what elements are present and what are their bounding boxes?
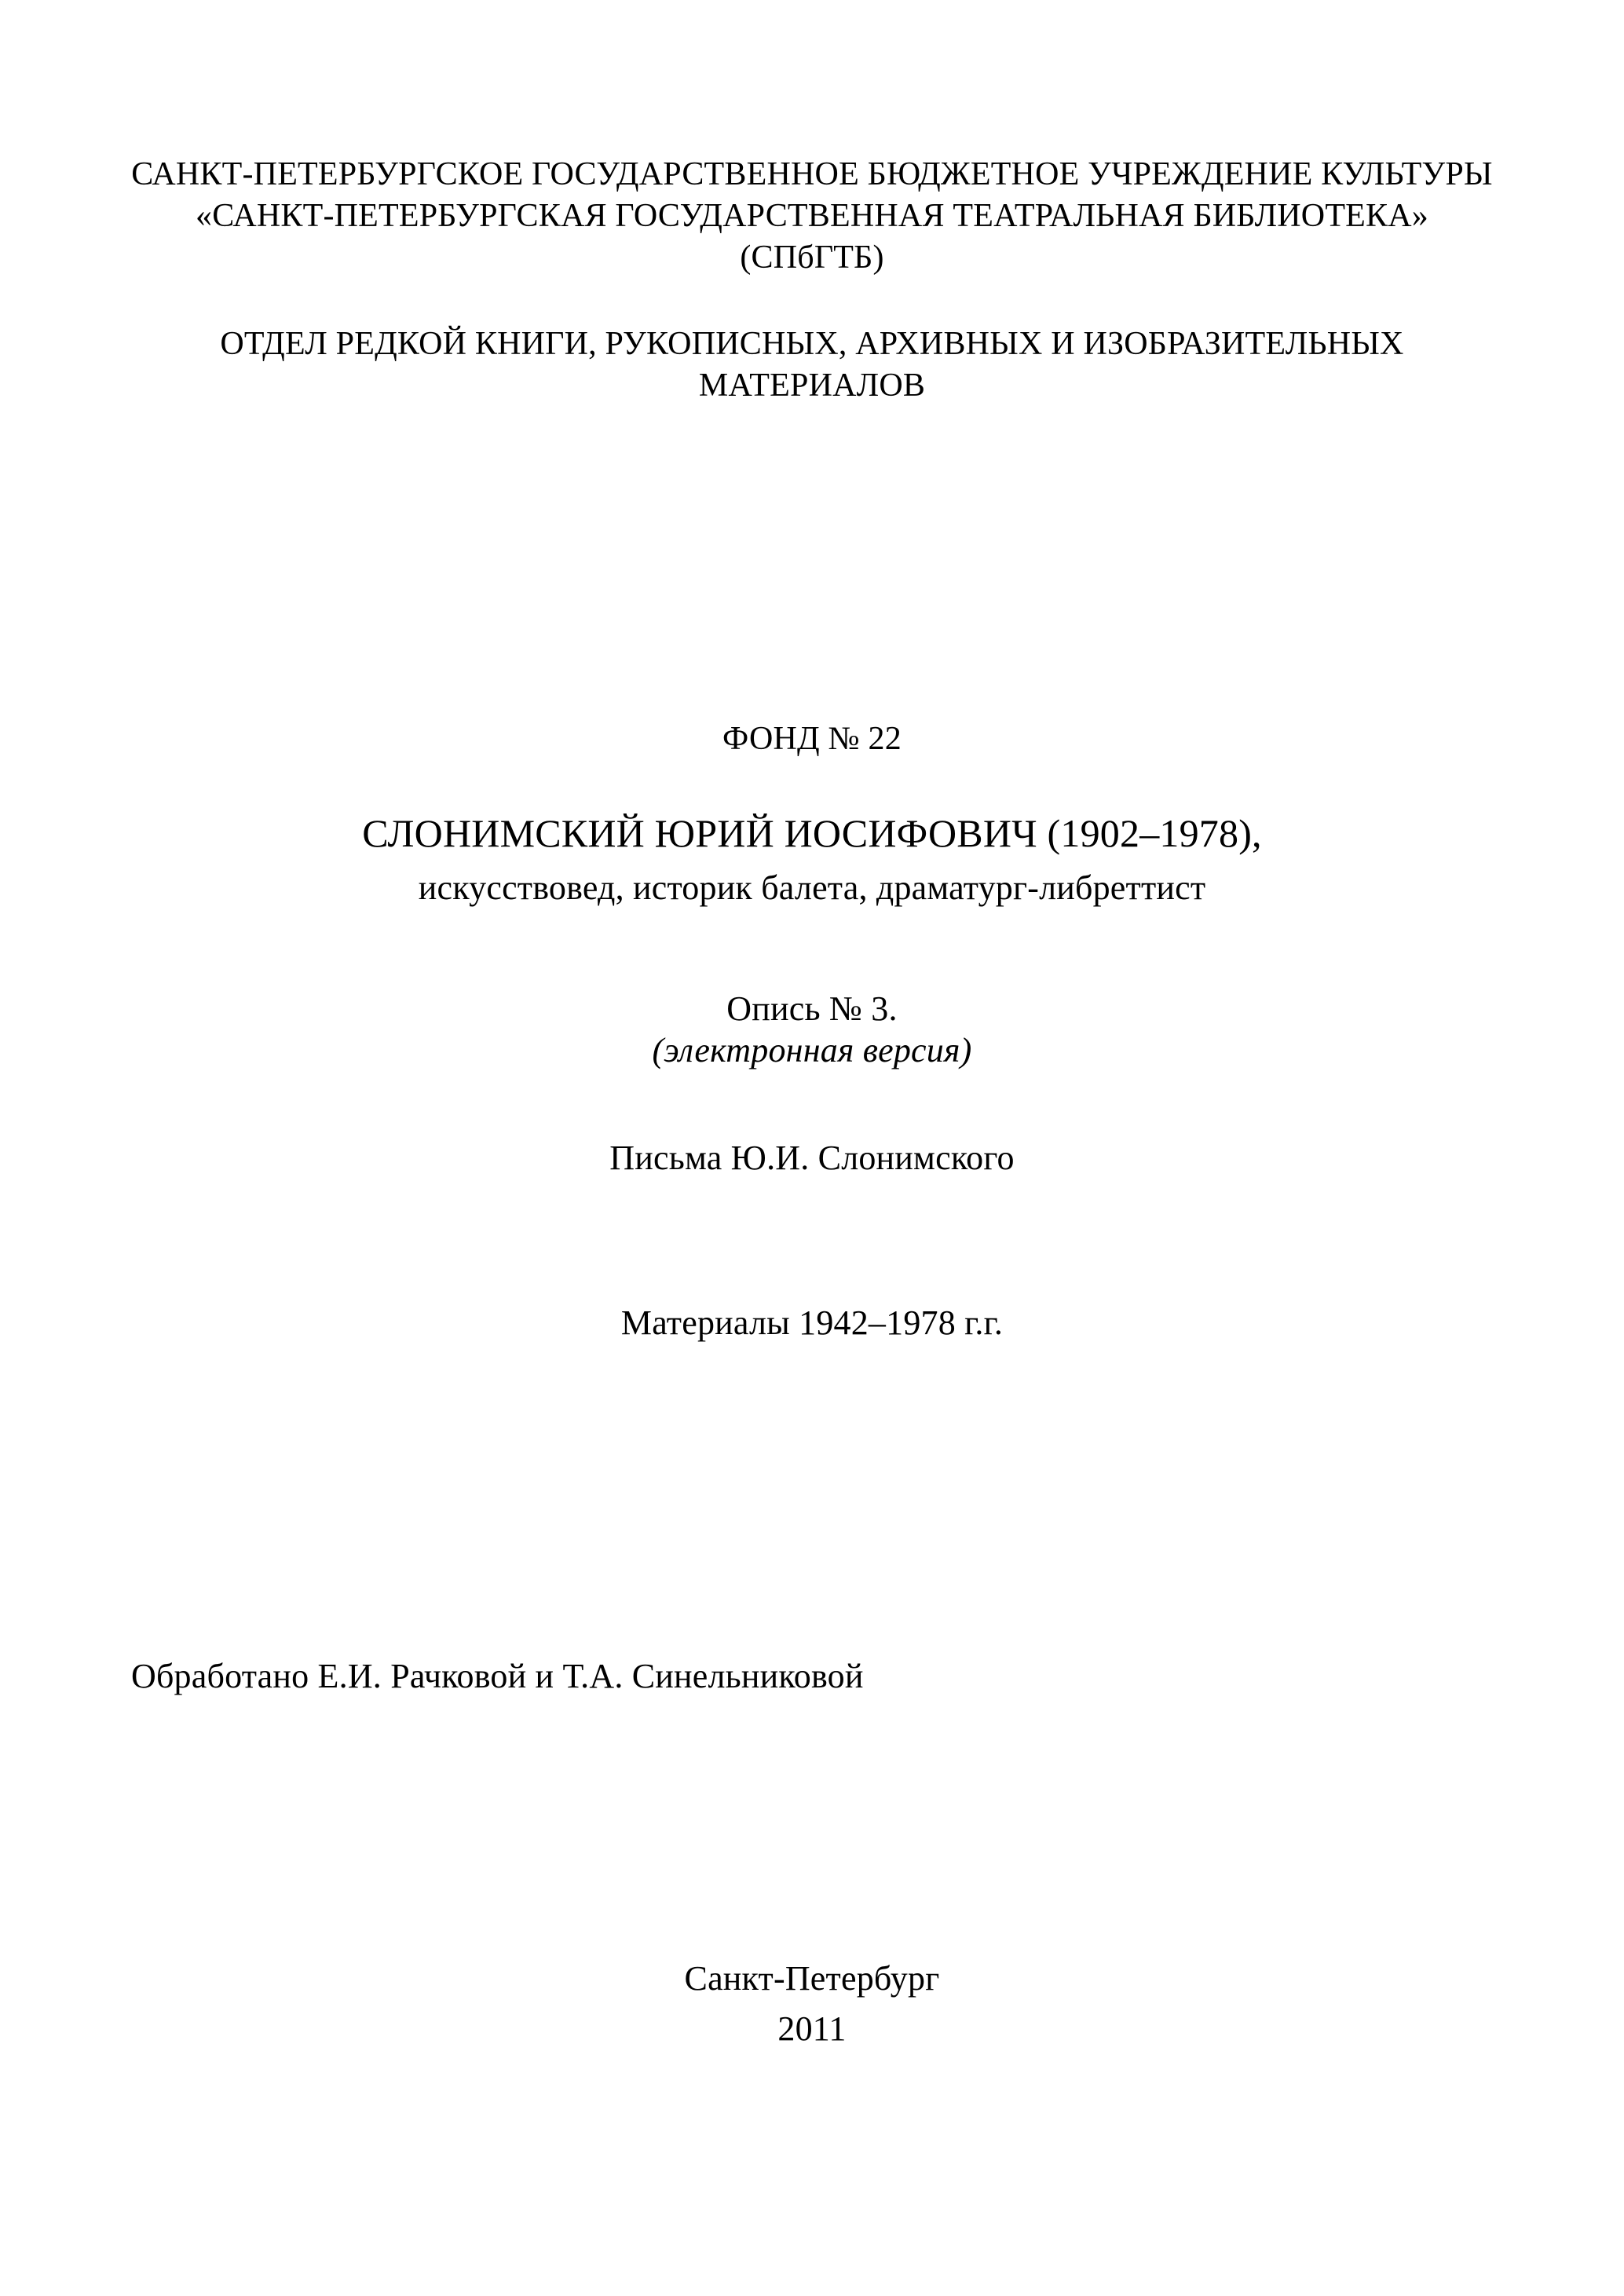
publication-city: Санкт-Петербург	[684, 1959, 940, 1998]
processed-by: Обработано Е.И. Рачковой и Т.А. Синельниковой	[131, 1657, 864, 1695]
materials-date-range: Материалы 1942–1978 г.г.	[620, 1303, 1004, 1342]
department-line2: МАТЕРИАЛОВ	[698, 367, 926, 404]
person-description: искусствовед, историк балета, драматург-либреттист	[418, 868, 1206, 907]
person-name: СЛОНИМСКИЙ ЮРИЙ ИОСИФОВИЧ (1902–1978),	[362, 811, 1262, 855]
publication-year: 2011	[777, 2009, 847, 2048]
org-name-line2: «САНКТ-ПЕТЕРБУРГСКАЯ ГОСУДАРСТВЕННАЯ ТЕАТРАЛЬНАЯ БИБЛИОТЕКА»	[196, 198, 1428, 234]
org-name-line1: САНКТ-ПЕТЕРБУРГСКОЕ ГОСУДАРСТВЕННОЕ БЮДЖЕТНОЕ УЧРЕЖДЕНИЕ КУЛЬТУРЫ	[131, 156, 1493, 192]
inventory-note: (электронная версия)	[652, 1031, 972, 1069]
inventory-number: Опись № 3.	[726, 989, 898, 1028]
org-abbreviation: (СПбГТБ)	[740, 239, 884, 276]
document-subtitle: Письма Ю.И. Слонимского	[609, 1139, 1015, 1177]
fond-number: ФОНД № 22	[722, 721, 902, 757]
department-line1: ОТДЕЛ РЕДКОЙ КНИГИ, РУКОПИСНЫХ, АРХИВНЫХ И ИЗОБРАЗИТЕЛЬНЫХ	[220, 326, 1404, 362]
